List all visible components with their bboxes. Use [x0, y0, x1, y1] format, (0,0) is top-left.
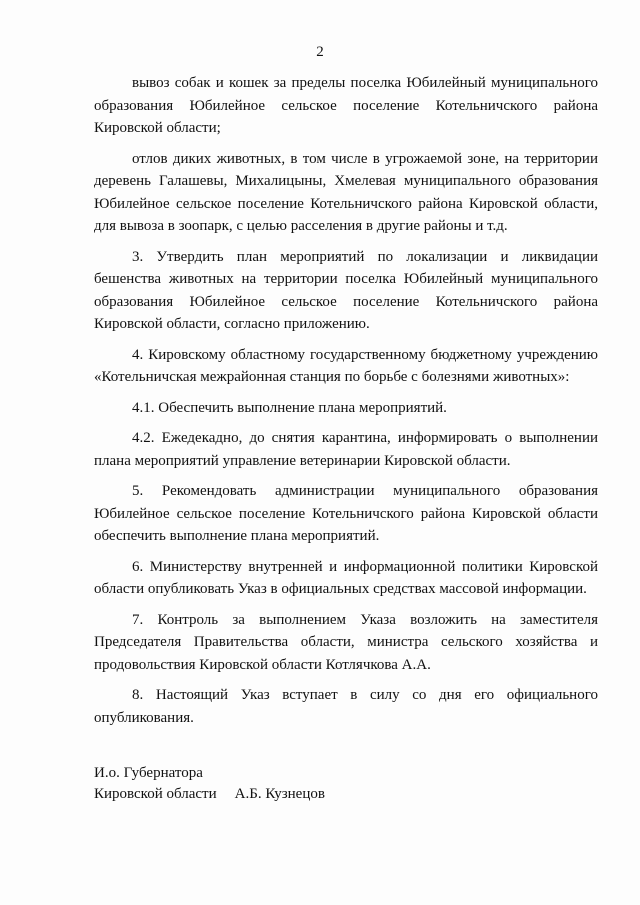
paragraph-item-4-1: 4.1. Обеспечить выполнение плана мероприятий. [132, 399, 447, 416]
paragraph-item-4-2: 4.2. Ежедекадно, до снятия карантина, информировать о выполнении плана мероприятий управление ветеринарии Кировской области. [94, 430, 598, 469]
paragraph-item-3: 3. Утвердить план мероприятий по локализации и ликвидации бешенства животных на территории поселка Юбилейный муниципального образования Юбилейное сельское поселение Котельничского района Кировской области, согласно приложению. [94, 248, 598, 332]
page-number: 2 [316, 44, 324, 60]
signature-title-line1: И.о. Губернатора [94, 765, 203, 781]
document-body [94, 72, 598, 737]
signature-block [94, 763, 325, 805]
paragraph-item-4: 4. Кировскому областному государственному бюджетному учреждению «Котельничская межрайонная станция по борьбе с болезнями животных»: [94, 346, 598, 385]
paragraph-stray-dogs-cats: вывоз собак и кошек за пределы поселка Юбилейный муниципального образования Юбилейное сельское поселение Котельничского района Кировской области; [94, 75, 598, 136]
signature-title-line2: Кировской области [94, 786, 217, 802]
paragraph-item-7: 7. Контроль за выполнением Указа возложить на заместителя Председателя Правительства области, министра сельского хозяйства и продовольствия Кировской области Котлячкова А.А. [94, 611, 598, 673]
paragraph-item-6: 6. Министерству внутренней и информационной политики Кировской области опубликовать Указ в официальных средствах массовой информации. [94, 558, 598, 597]
paragraph-wild-animals: отлов диких животных, в том числе в угрожаемой зоне, на территории деревень Галашевы, Михалицыны, Хмелевая муниципального образования Юбилейное сельское поселение Котельничского района Кировской области, для вывоза в зоопарк, с целью расселения в другие районы и т.д. [94, 150, 598, 234]
signature-name: А.Б. Кузнецов [234, 786, 325, 802]
paragraph-item-5: 5. Рекомендовать администрации муниципального образования Юбилейное сельское поселение Котельничского района Кировской области обеспечить выполнение плана мероприятий. [94, 483, 598, 544]
paragraph-item-8: 8. Настоящий Указ вступает в силу со дня его официального опубликования. [94, 687, 598, 726]
signature-title-row [94, 784, 325, 805]
